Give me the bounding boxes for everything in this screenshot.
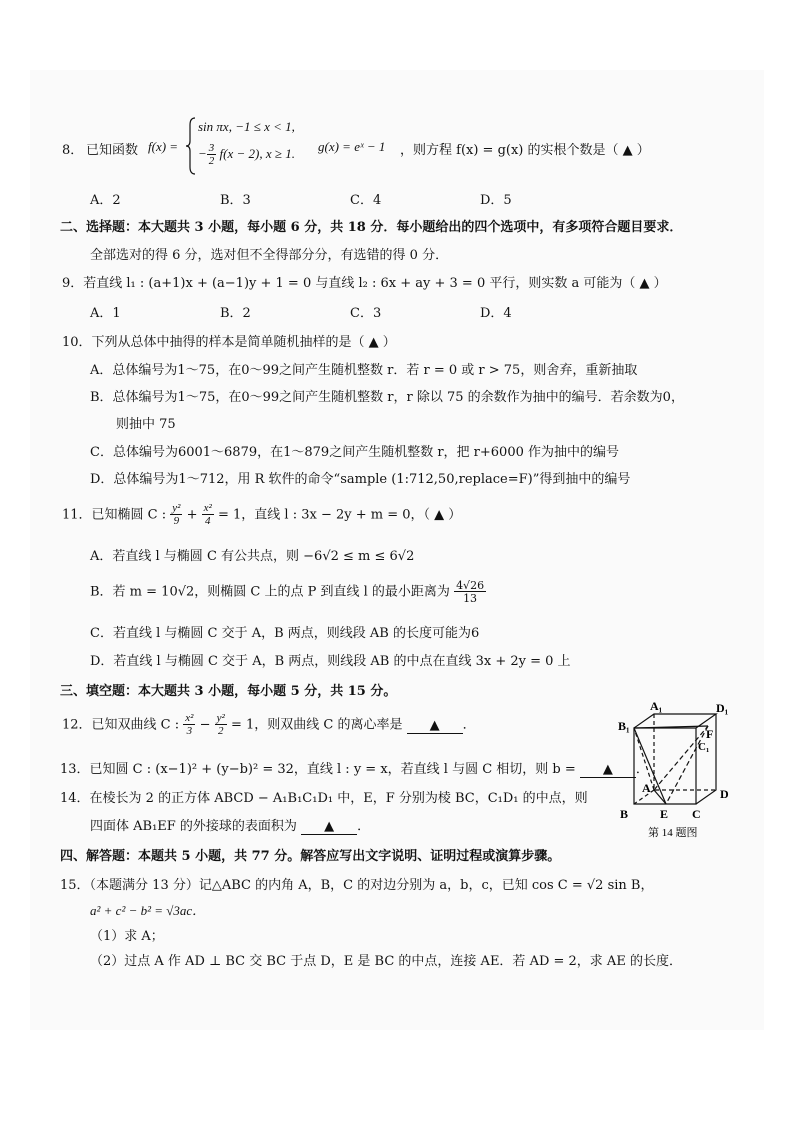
- q10-option-c: C．总体编号为6001～6879，在1～879之间产生随机整数 r，把 r+6000 作为抽中的编号: [90, 445, 620, 460]
- q14-stem-cont: 四面体 AB₁EF 的外接球的表面积为 ▲ ．: [90, 819, 371, 834]
- label-f: F: [706, 727, 714, 741]
- q15-stem: 15．（本题满分 13 分）记△ABC 的内角 A，B，C 的对边分别为 a，b，c，已知 cos C = √2 sin B，: [60, 878, 654, 893]
- section3-heading: 三、填空题：本大题共 3 小题，每小题 5 分，共 15 分。: [60, 684, 397, 699]
- q11-option-c: C．若直线 l 与椭圆 C 交于 A，B 两点，则线段 AB 的长度可能为6: [90, 626, 480, 641]
- q9-stem: 9．若直线 l₁ : (a+1)x + (a−1)y + 1 = 0 与直线 l₂ : 6x + ay + 3 = 0 平行，则实数 a 可能为（ ▲ ）: [62, 276, 667, 291]
- q11-option-b: B．若 m = 10√2，则椭圆 C 上的点 P 到直线 l 的最小距离为 $\frac{4√26}{13}$: [90, 579, 485, 605]
- label-d: D: [720, 787, 729, 801]
- q12-stem: 12．已知双曲线 C : $\frac{\text{x²}}{3}$ − $\frac{\text{y²}}{2}$ = 1，则双曲线 C 的离心率是 ▲ ．: [62, 712, 476, 737]
- q8-option-d: D．5: [480, 193, 512, 208]
- q11-frac-x: $\frac{\text{x²}}{4}$: [203, 502, 212, 527]
- label-a1: A₁: [650, 700, 663, 713]
- q11-option-b-frac: $\frac{4√26}{13}$: [456, 579, 485, 605]
- q15-condition: a² + c² − b² = √3ac．: [90, 903, 206, 918]
- label-c: C: [692, 807, 701, 821]
- q8-gx: g(x) = eˣ − 1: [318, 139, 386, 154]
- label-d1: D₁: [716, 701, 729, 715]
- q13-answer-blank[interactable]: ▲: [580, 762, 636, 778]
- q12-answer-blank[interactable]: ▲: [407, 718, 463, 734]
- label-b: B: [620, 807, 629, 821]
- label-a: A: [642, 781, 651, 795]
- q15-part2: （2）过点 A 作 AD ⊥ BC 交 BC 于点 D，E 是 BC 的中点，连接 AE．若 AD = 2，求 AE 的长度．: [90, 954, 682, 969]
- q11-option-d: D．若直线 l 与椭圆 C 交于 A，B 两点，则线段 AB 的中点在直线 3x + 2y = 0 上: [90, 654, 571, 669]
- q10-option-d: D．总体编号为1～712，用 R 软件的命令“sample (1:712,50,replace=F)”得到抽中的编号: [90, 472, 631, 487]
- q12-frac-x: $\frac{\text{x²}}{3}$: [185, 712, 194, 737]
- q8-options: [90, 189, 610, 208]
- q8-option-b: B．3: [220, 193, 251, 208]
- q14-answer-blank[interactable]: ▲: [301, 819, 357, 835]
- q10-stem: 10．下列从总体中抽得的样本是简单随机抽样的是（ ▲ ）: [62, 335, 396, 350]
- q8-option-c: C．4: [350, 193, 382, 208]
- q10-option-a: A．总体编号为1～75，在0～99之间产生随机整数 r．若 r = 0 或 r > 75，则舍弃，重新抽取: [90, 363, 638, 378]
- q12-frac-y: $\frac{\text{y²}}{2}$: [216, 712, 225, 737]
- q15-part1: （1）求 A；: [90, 929, 164, 944]
- label-b1: B₁: [618, 719, 630, 733]
- q8-case2: − $\frac{3}{2}$ f(x − 2), x ≥ 1.: [198, 142, 295, 167]
- q13-stem: 13．已知圆 C : (x−1)² + (y−b)² = 32，直线 l : y = x，若直线 l 与圆 C 相切，则 b = ▲ ．: [60, 762, 649, 777]
- q8-case1: sin πx, −1 ≤ x < 1,: [198, 119, 295, 134]
- q9-option-c: C．3: [350, 306, 382, 321]
- q8-fx: f(x) =: [148, 139, 179, 154]
- q9-option-a: A．1: [90, 306, 121, 321]
- section2-heading: 二、选择题：本大题共 3 小题，每小题 6 分，共 18 分．每小题给出的四个选项中，有多项符合题目要求．: [60, 220, 683, 235]
- q10-option-b: B．总体编号为1～75，在0～99之间产生随机整数 r，r 除以 75 的余数作为抽中的编号．若余数为0，: [90, 390, 684, 405]
- tetra-edge-ae: [654, 790, 666, 804]
- q9-option-b: B．2: [220, 306, 251, 321]
- q11-option-a: A．若直线 l 与椭圆 C 有公共点，则 −6√2 ≤ m ≤ 6√2: [90, 549, 415, 564]
- label-e: E: [660, 807, 669, 821]
- q9-option-d: D．4: [480, 306, 512, 321]
- q11-stem: 11．已知椭圆 C : $\frac{\text{y²}}{9}$ + $\frac{\text{x²}}{4}$ = 1，直线 l : 3x − 2y + m = 0，（ ▲ ）: [62, 502, 462, 527]
- q10-option-b-cont: 则抽中 75: [116, 417, 176, 432]
- q8-brace: [186, 117, 196, 175]
- q8-number: 8．: [62, 143, 84, 158]
- q9-options: [90, 302, 610, 321]
- section4-heading: 四、解答题：本题共 5 小题，共 77 分。解答应写出文字说明、证明过程或演算步骤。: [60, 849, 561, 864]
- figure14-cube: [612, 700, 742, 842]
- q14-stem: 14．在棱长为 2 的正方体 ABCD − A₁B₁C₁D₁ 中，E，F 分别为棱 BC，C₁D₁ 的中点，则: [60, 791, 588, 806]
- tetra-edge-af: [654, 726, 708, 790]
- figure14-caption: 第 14 题图: [648, 827, 698, 839]
- q8-suffix: ，则方程 f(x) = g(x) 的实根个数是（ ▲ ）: [400, 143, 650, 158]
- label-c1: C₁: [698, 741, 710, 753]
- q8-prefix: 已知函数: [86, 143, 139, 158]
- tetra-edge-fe: [666, 726, 708, 804]
- section2-rule: 全部选对的得 6 分，选对但不全得部分分，有选错的得 0 分．: [90, 248, 449, 263]
- q8-option-a: A．2: [90, 193, 121, 208]
- q8-case2-frac: $\frac{3}{2}$: [208, 142, 215, 167]
- q11-frac-y: $\frac{\text{y²}}{9}$: [172, 502, 181, 527]
